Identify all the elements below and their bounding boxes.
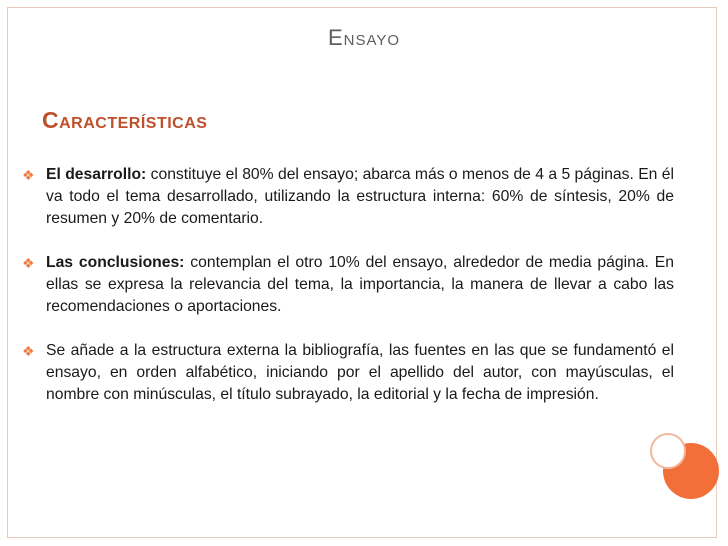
bullet-lead: Las conclusiones:	[46, 254, 185, 271]
bullet-item	[22, 252, 674, 318]
slide-header: Ensayo	[327, 25, 401, 50]
bullet-list	[22, 164, 674, 428]
decorative-ring	[650, 433, 686, 469]
bullet-icon: ❖	[22, 255, 35, 271]
bullet-item	[22, 164, 674, 230]
bullet-icon: ❖	[22, 167, 35, 183]
bullet-lead: El desarrollo:	[46, 166, 147, 183]
slide-subtitle: Características	[42, 107, 208, 133]
bullet-text: constituye el 80% del ensayo; abarca más o menos de 4 a 5 páginas. En él va todo el tema desarrollado, utilizando la estructura interna: 60% de síntesis, 20% de resumen y 20% de comentario.	[46, 166, 674, 227]
bullet-text: contemplan el otro 10% del ensayo, alrededor de media página. En ellas se expresa la relevancia del tema, la importancia, la manera de llevar a cabo las recomendaciones o aportaciones.	[46, 254, 674, 315]
bullet-text: Se añade a la estructura externa la bibliografía, las fuentes en las que se fundamentó el ensayo, en orden alfabético, iniciando por el apellido del autor, con mayúsculas, el nombre con minúsculas, el título subrayado, la editorial y la fecha de impresión.	[46, 342, 674, 403]
bullet-icon: ❖	[22, 343, 35, 359]
bullet-item	[22, 340, 674, 406]
